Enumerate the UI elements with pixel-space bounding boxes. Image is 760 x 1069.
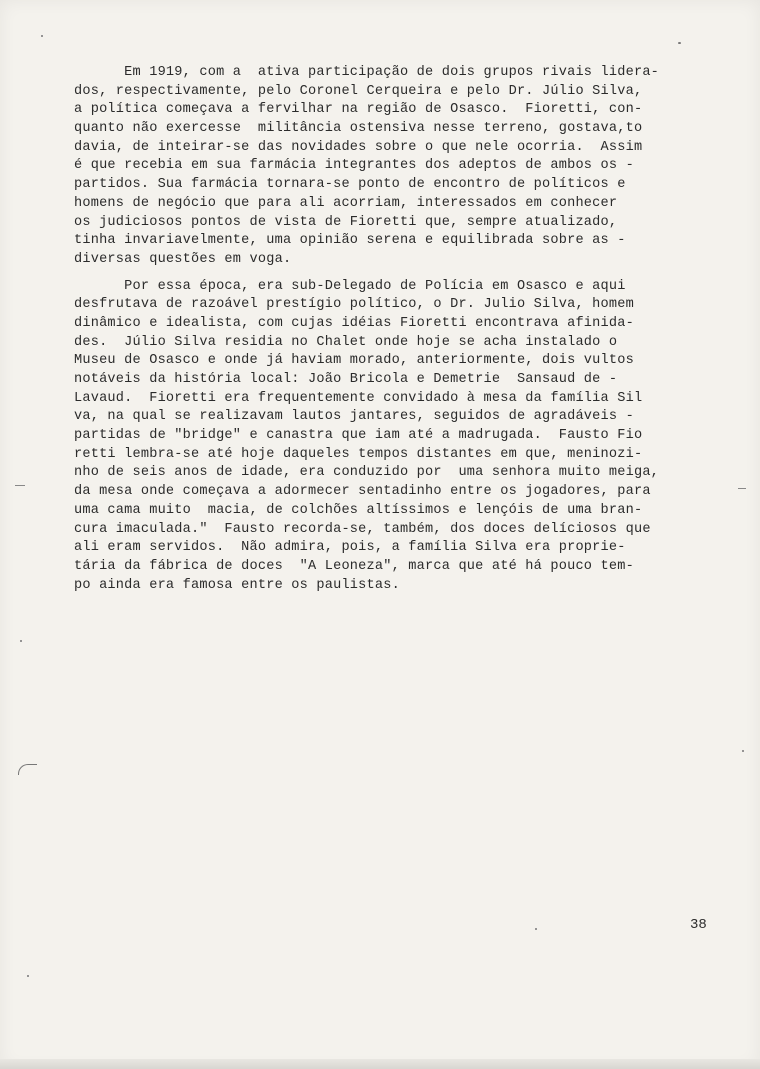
text-line: desfrutava de razoável prestígio político, o Dr. Julio Silva, homem xyxy=(74,297,634,313)
text-line: Por essa época, era sub-Delegado de Polícia em Osasco e aqui xyxy=(74,278,626,294)
text-line: davia, de inteirar-se das novidades sobre o que nele ocorria. Assim xyxy=(74,139,643,155)
paragraph-2 xyxy=(74,278,734,596)
paragraph-gap xyxy=(74,270,734,278)
text-line: homens de negócio que para ali acorriam, interessados em conhecer xyxy=(74,195,618,211)
text-line: Museu de Osasco e onde já haviam morado, anteriormente, dois vultos xyxy=(74,353,634,369)
page-number: 38 xyxy=(690,917,707,933)
body-text xyxy=(74,64,734,595)
paragraph-1 xyxy=(74,64,734,270)
text-line: diversas questões em voga. xyxy=(74,251,292,267)
text-line: Lavaud. Fioretti era frequentemente convidado à mesa da família Sil xyxy=(74,390,643,406)
scan-speck xyxy=(742,750,744,752)
text-line: partidas de "bridge" e canastra que iam até a madrugada. Fausto Fio xyxy=(74,428,643,444)
text-line: partidos. Sua farmácia tornara-se ponto de encontro de políticos e xyxy=(74,177,626,193)
text-line: po ainda era famosa entre os paulistas. xyxy=(74,577,400,593)
scan-speck xyxy=(535,928,537,930)
margin-tick xyxy=(738,488,746,489)
text-line: dos, respectivamente, pelo Coronel Cerqueira e pelo Dr. Júlio Silva, xyxy=(74,83,643,99)
text-line: des. Júlio Silva residia no Chalet onde hoje se acha instalado o xyxy=(74,334,618,350)
text-line: notáveis da história local: João Bricola e Demetrie Sansaud de - xyxy=(74,372,618,387)
text-line: é que recebia em sua farmácia integrantes dos adeptos de ambos os - xyxy=(74,158,634,174)
text-line: uma cama muito macia, de colchões altíssimos e lençóis de uma bran- xyxy=(74,502,643,518)
text-line: retti lembra-se até hoje daqueles tempos distantes em que, meninozi- xyxy=(74,446,643,462)
text-line: tinha invariavelmente, uma opinião serena e equilibrada sobre as - xyxy=(74,233,626,249)
text-line: a política começava a fervilhar na região de Osasco. Fioretti, con- xyxy=(74,102,643,118)
scan-speck xyxy=(41,35,43,37)
text-line: tária da fábrica de doces "A Leoneza", marca que até há pouco tem- xyxy=(74,558,634,574)
scan-speck xyxy=(27,975,29,977)
page-bottom-edge xyxy=(0,1059,760,1069)
text-line: dinâmico e idealista, com cujas idéias Fioretti encontrava afinida- xyxy=(74,315,634,331)
text-line: cura imaculada." Fausto recorda-se, também, dos doces delíciosos que xyxy=(74,521,651,537)
text-line: nho de seis anos de idade, era conduzido por uma senhora muito meiga, xyxy=(74,465,660,481)
text-line: da mesa onde começava a adormecer sentadinho entre os jogadores, para xyxy=(74,484,651,500)
scan-speck xyxy=(20,640,22,642)
margin-tick xyxy=(15,485,25,486)
margin-curve xyxy=(18,764,37,775)
text-line: Em 1919, com a ativa participação de dois grupos rivais lidera- xyxy=(74,65,660,80)
text-line: va, na qual se realizavam lautos jantares, seguidos de agradáveis - xyxy=(74,409,634,425)
scan-speck xyxy=(678,42,681,44)
text-line: ali eram servidos. Não admira, pois, a família Silva era proprie- xyxy=(74,540,626,556)
text-line: os judiciosos pontos de vista de Fioretti que, sempre atualizado, xyxy=(74,214,618,230)
text-line: quanto não exercesse militância ostensiva nesse terreno, gostava,to xyxy=(74,121,643,137)
